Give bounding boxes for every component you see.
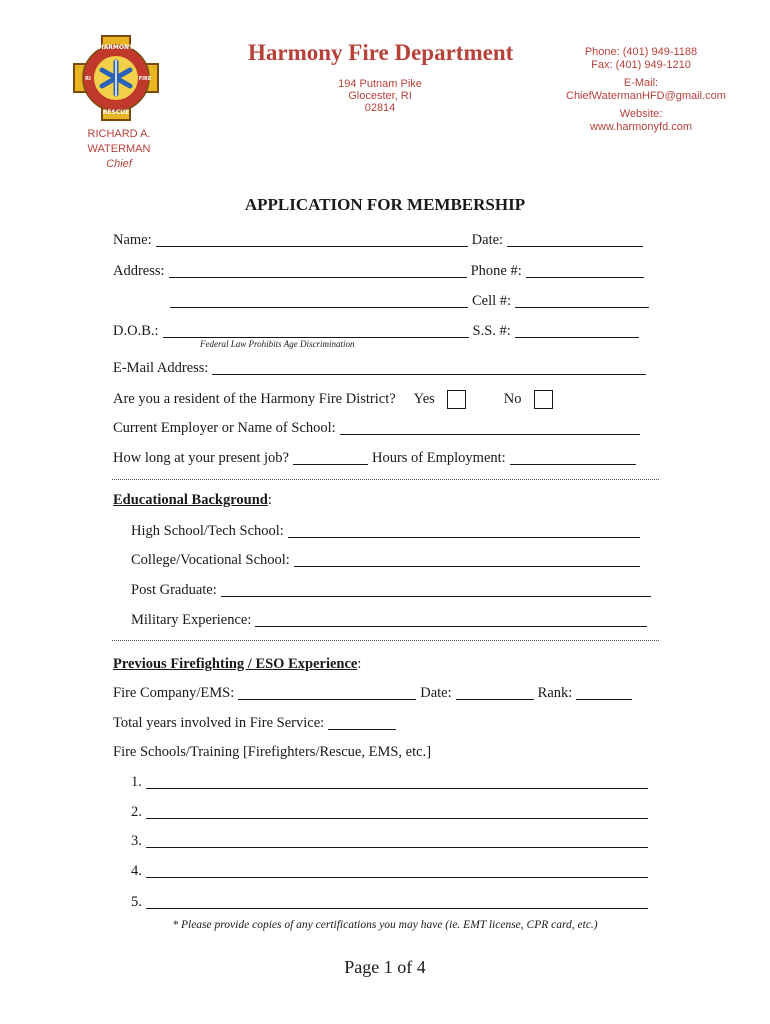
rank-field[interactable] <box>576 685 632 700</box>
education-heading-colon: : <box>267 492 272 508</box>
schools-row <box>113 744 431 761</box>
training-number: 5. <box>131 894 142 910</box>
training-field[interactable] <box>146 804 648 819</box>
high-school-row <box>131 523 644 540</box>
chief-block <box>58 127 180 172</box>
rank-label: Rank: <box>537 685 573 701</box>
page-number: Page 1 of 4 <box>344 957 426 977</box>
fire-company-label: Fire Company/EMS: <box>113 685 235 701</box>
name-field[interactable] <box>156 232 468 247</box>
military-row <box>131 612 651 629</box>
cell-field[interactable] <box>515 293 649 308</box>
address2-row <box>166 293 653 310</box>
training-row <box>131 833 652 850</box>
college-row <box>131 552 644 569</box>
training-row <box>131 774 652 791</box>
education-heading <box>113 492 272 509</box>
resident-question: Are you a resident of the Harmony Fire District? <box>113 391 396 407</box>
how-long-field[interactable] <box>293 450 368 465</box>
yes-label: Yes <box>413 391 435 407</box>
certification-footnote: * Please provide copies of any certifications you may have (ie. EMT license, CPR card, etc.) <box>172 919 598 931</box>
training-number: 4. <box>131 863 142 879</box>
fire-company-row <box>113 685 636 702</box>
training-row <box>131 863 652 880</box>
training-field[interactable] <box>146 774 648 789</box>
resident-row <box>113 390 553 409</box>
ssn-field[interactable] <box>515 323 639 338</box>
training-number: 3. <box>131 833 142 849</box>
cell-label: Cell #: <box>472 293 512 309</box>
training-row <box>131 804 652 821</box>
contact-block <box>566 46 726 133</box>
svg-text:FIRE: FIRE <box>138 76 152 82</box>
chief-title: Chief <box>106 158 132 170</box>
dob-field[interactable] <box>163 323 469 338</box>
high-school-field[interactable] <box>288 523 640 538</box>
dob-label: D.O.B.: <box>113 323 159 339</box>
post-grad-row <box>131 582 655 599</box>
employer-row <box>113 420 644 437</box>
education-heading-text: Educational Background <box>113 492 268 508</box>
address-row <box>113 263 648 280</box>
exp-date-field[interactable] <box>456 685 534 700</box>
training-row <box>131 894 652 911</box>
phone-field[interactable] <box>526 263 644 278</box>
exp-date-label: Date: <box>420 685 452 701</box>
ssn-label: S.S. #: <box>472 323 511 339</box>
job-length-row <box>113 450 640 467</box>
military-label: Military Experience: <box>131 612 252 628</box>
hours-label: Hours of Employment: <box>371 450 506 466</box>
email-text: ChiefWatermanHFD@gmail.com <box>566 89 726 102</box>
experience-heading-colon: : <box>357 656 362 672</box>
form-title: APPLICATION FOR MEMBERSHIP <box>244 195 526 214</box>
section-divider <box>112 479 659 480</box>
years-row <box>113 715 400 732</box>
date-field[interactable] <box>507 232 643 247</box>
training-number: 2. <box>131 804 142 820</box>
post-grad-field[interactable] <box>221 582 651 597</box>
schools-label: Fire Schools/Training [Firefighters/Rescue, EMS, etc.] <box>113 744 432 760</box>
svg-text:RESCUE: RESCUE <box>102 109 130 116</box>
phone-label: Phone #: <box>470 263 522 279</box>
address-label: Address: <box>113 263 165 279</box>
department-logo <box>72 34 160 122</box>
website-label: Website: <box>619 108 663 120</box>
address-line-1: 194 Putnam Pike <box>338 78 422 90</box>
no-checkbox[interactable] <box>534 390 553 409</box>
high-school-label: High School/Tech School: <box>131 523 284 539</box>
employer-field[interactable] <box>340 420 640 435</box>
fire-company-field[interactable] <box>238 685 416 700</box>
department-name: Harmony Fire Department <box>248 40 514 65</box>
dob-row <box>113 323 643 340</box>
address-field[interactable] <box>169 263 467 278</box>
college-label: College/Vocational School: <box>131 552 290 568</box>
email-address-label: E-Mail Address: <box>113 360 209 376</box>
training-field[interactable] <box>146 863 648 878</box>
experience-heading-text: Previous Firefighting / ESO Experience <box>113 656 358 672</box>
no-label: No <box>503 391 522 407</box>
address-line-2: Glocester, RI 02814 <box>348 90 412 114</box>
employer-label: Current Employer or Name of School: <box>113 420 336 436</box>
date-label: Date: <box>471 232 504 248</box>
age-discrimination-note: Federal Law Prohibits Age Discrimination <box>200 339 355 349</box>
training-field[interactable] <box>146 833 648 848</box>
section-divider <box>112 640 659 641</box>
svg-text:HARMONY: HARMONY <box>98 44 134 51</box>
experience-heading <box>113 656 361 673</box>
hours-field[interactable] <box>510 450 636 465</box>
post-grad-label: Post Graduate: <box>131 582 217 598</box>
phone-text: Phone: (401) 949-1188 <box>584 46 698 58</box>
email-row <box>113 360 650 377</box>
svg-text:RI: RI <box>85 76 91 82</box>
years-label: Total years involved in Fire Service: <box>113 715 325 731</box>
training-number: 1. <box>131 774 142 790</box>
chief-name: RICHARD A. WATERMAN <box>87 128 151 155</box>
email-address-field[interactable] <box>212 360 646 375</box>
email-label: E-Mail: <box>623 77 659 89</box>
yes-checkbox[interactable] <box>447 390 466 409</box>
training-field[interactable] <box>146 894 648 909</box>
college-field[interactable] <box>294 552 640 567</box>
years-field[interactable] <box>328 715 396 730</box>
military-field[interactable] <box>255 612 647 627</box>
name-row <box>113 232 647 249</box>
website-text: www.harmonyfd.com <box>589 120 693 133</box>
fax-text: Fax: (401) 949-1210 <box>591 58 691 71</box>
name-label: Name: <box>113 232 152 248</box>
department-address <box>332 78 428 114</box>
how-long-label: How long at your present job? <box>113 450 289 466</box>
address-line2-field[interactable] <box>170 293 468 308</box>
